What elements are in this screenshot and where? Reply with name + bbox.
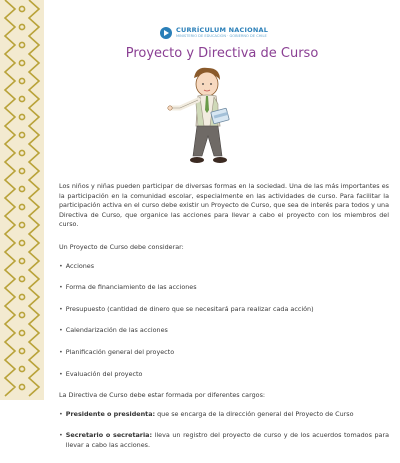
list-item bbox=[59, 431, 389, 450]
walking-boy-illustration-icon bbox=[160, 64, 260, 174]
bullet-icon: • bbox=[59, 369, 63, 378]
swirl-dot bbox=[19, 150, 24, 155]
swirl-dot bbox=[19, 240, 24, 245]
logo-tagline: MINISTERIO DE EDUCACIÓN · GOBIERNO DE CHILE bbox=[176, 33, 267, 38]
swirl-dot bbox=[19, 312, 24, 317]
document-body bbox=[59, 182, 389, 463]
swirl-dot bbox=[19, 6, 24, 11]
logo-mark-icon bbox=[160, 27, 172, 39]
swirl-dot bbox=[19, 78, 24, 83]
swirl-dot bbox=[19, 60, 24, 65]
bullet-icon: • bbox=[59, 326, 63, 335]
role-description: lleva un registro del proyecto de curso y de los acuerdos tomados para llevar a cabo las acciones. bbox=[65, 431, 389, 449]
swirl-dot bbox=[19, 348, 24, 353]
list-item: • Planificación general del proyecto bbox=[59, 347, 175, 356]
list-item bbox=[59, 410, 389, 420]
bullet-icon: • bbox=[59, 261, 63, 270]
swirl-dot bbox=[19, 24, 24, 29]
swirl-dot bbox=[19, 114, 24, 119]
page-title: Proyecto y Directiva de Curso bbox=[125, 46, 319, 61]
bullet-icon: • bbox=[59, 283, 63, 292]
bullet-icon: • bbox=[59, 347, 63, 356]
bullet-icon: • bbox=[59, 431, 63, 440]
zigzag-line bbox=[5, 0, 15, 396]
role-description: que se encarga de la dirección general del Proyecto de Curso bbox=[157, 409, 354, 418]
intro-paragraph: Los niños y niñas pueden participar de diversas formas en la sociedad. Una de las más importantes es la participación en la comunidad escolar, especialmente en las actividades de curso. Para facilitar la participación activa en el curso debe existir un Proyecto de Curso, que sea de interés para todos y una Directiva de Curso, que organice las acciones para llevar a cabo el proyecto con los miembros del curso. bbox=[59, 182, 389, 229]
bullet-icon: • bbox=[59, 409, 63, 418]
directiva-heading: La Directiva de Curso debe estar formada por diferentes cargos: bbox=[59, 391, 266, 400]
swirl-dot bbox=[19, 42, 24, 47]
curriculum-logo bbox=[160, 24, 310, 42]
swirl-dot bbox=[19, 258, 24, 263]
zigzag-pattern-icon bbox=[0, 0, 44, 400]
swirl-dot bbox=[19, 186, 24, 191]
swirl-dot bbox=[19, 222, 24, 227]
list-item: • Calendarización de las acciones bbox=[59, 326, 168, 335]
list-item: • Presupuesto (cantidad de dinero que se necesitará para realizar cada acción) bbox=[59, 304, 314, 313]
list-item: • Acciones bbox=[59, 261, 95, 270]
swirl-dot bbox=[19, 96, 24, 101]
logo-name: CURRÍCULUM NACIONAL bbox=[176, 26, 269, 35]
bullet-icon: • bbox=[59, 304, 63, 313]
swirl-dot bbox=[19, 384, 24, 389]
role-label: Presidente o presidenta: bbox=[65, 409, 156, 418]
swirl-dot bbox=[19, 168, 24, 173]
swirl-dot bbox=[19, 366, 24, 371]
list-item: • Forma de financiamiento de las acciones bbox=[59, 283, 197, 292]
swirl-dot bbox=[19, 330, 24, 335]
project-heading: Un Proyecto de Curso debe considerar: bbox=[59, 242, 184, 251]
swirl-dot bbox=[19, 276, 24, 281]
decorative-border bbox=[0, 0, 44, 400]
role-label: Secretario o secretaria: bbox=[65, 431, 153, 440]
swirl-dot bbox=[19, 132, 24, 137]
swirl-dot bbox=[19, 294, 24, 299]
zigzag-line bbox=[29, 0, 39, 396]
swirl-dot bbox=[19, 204, 24, 209]
list-item: • Evaluación del proyecto bbox=[59, 369, 143, 378]
